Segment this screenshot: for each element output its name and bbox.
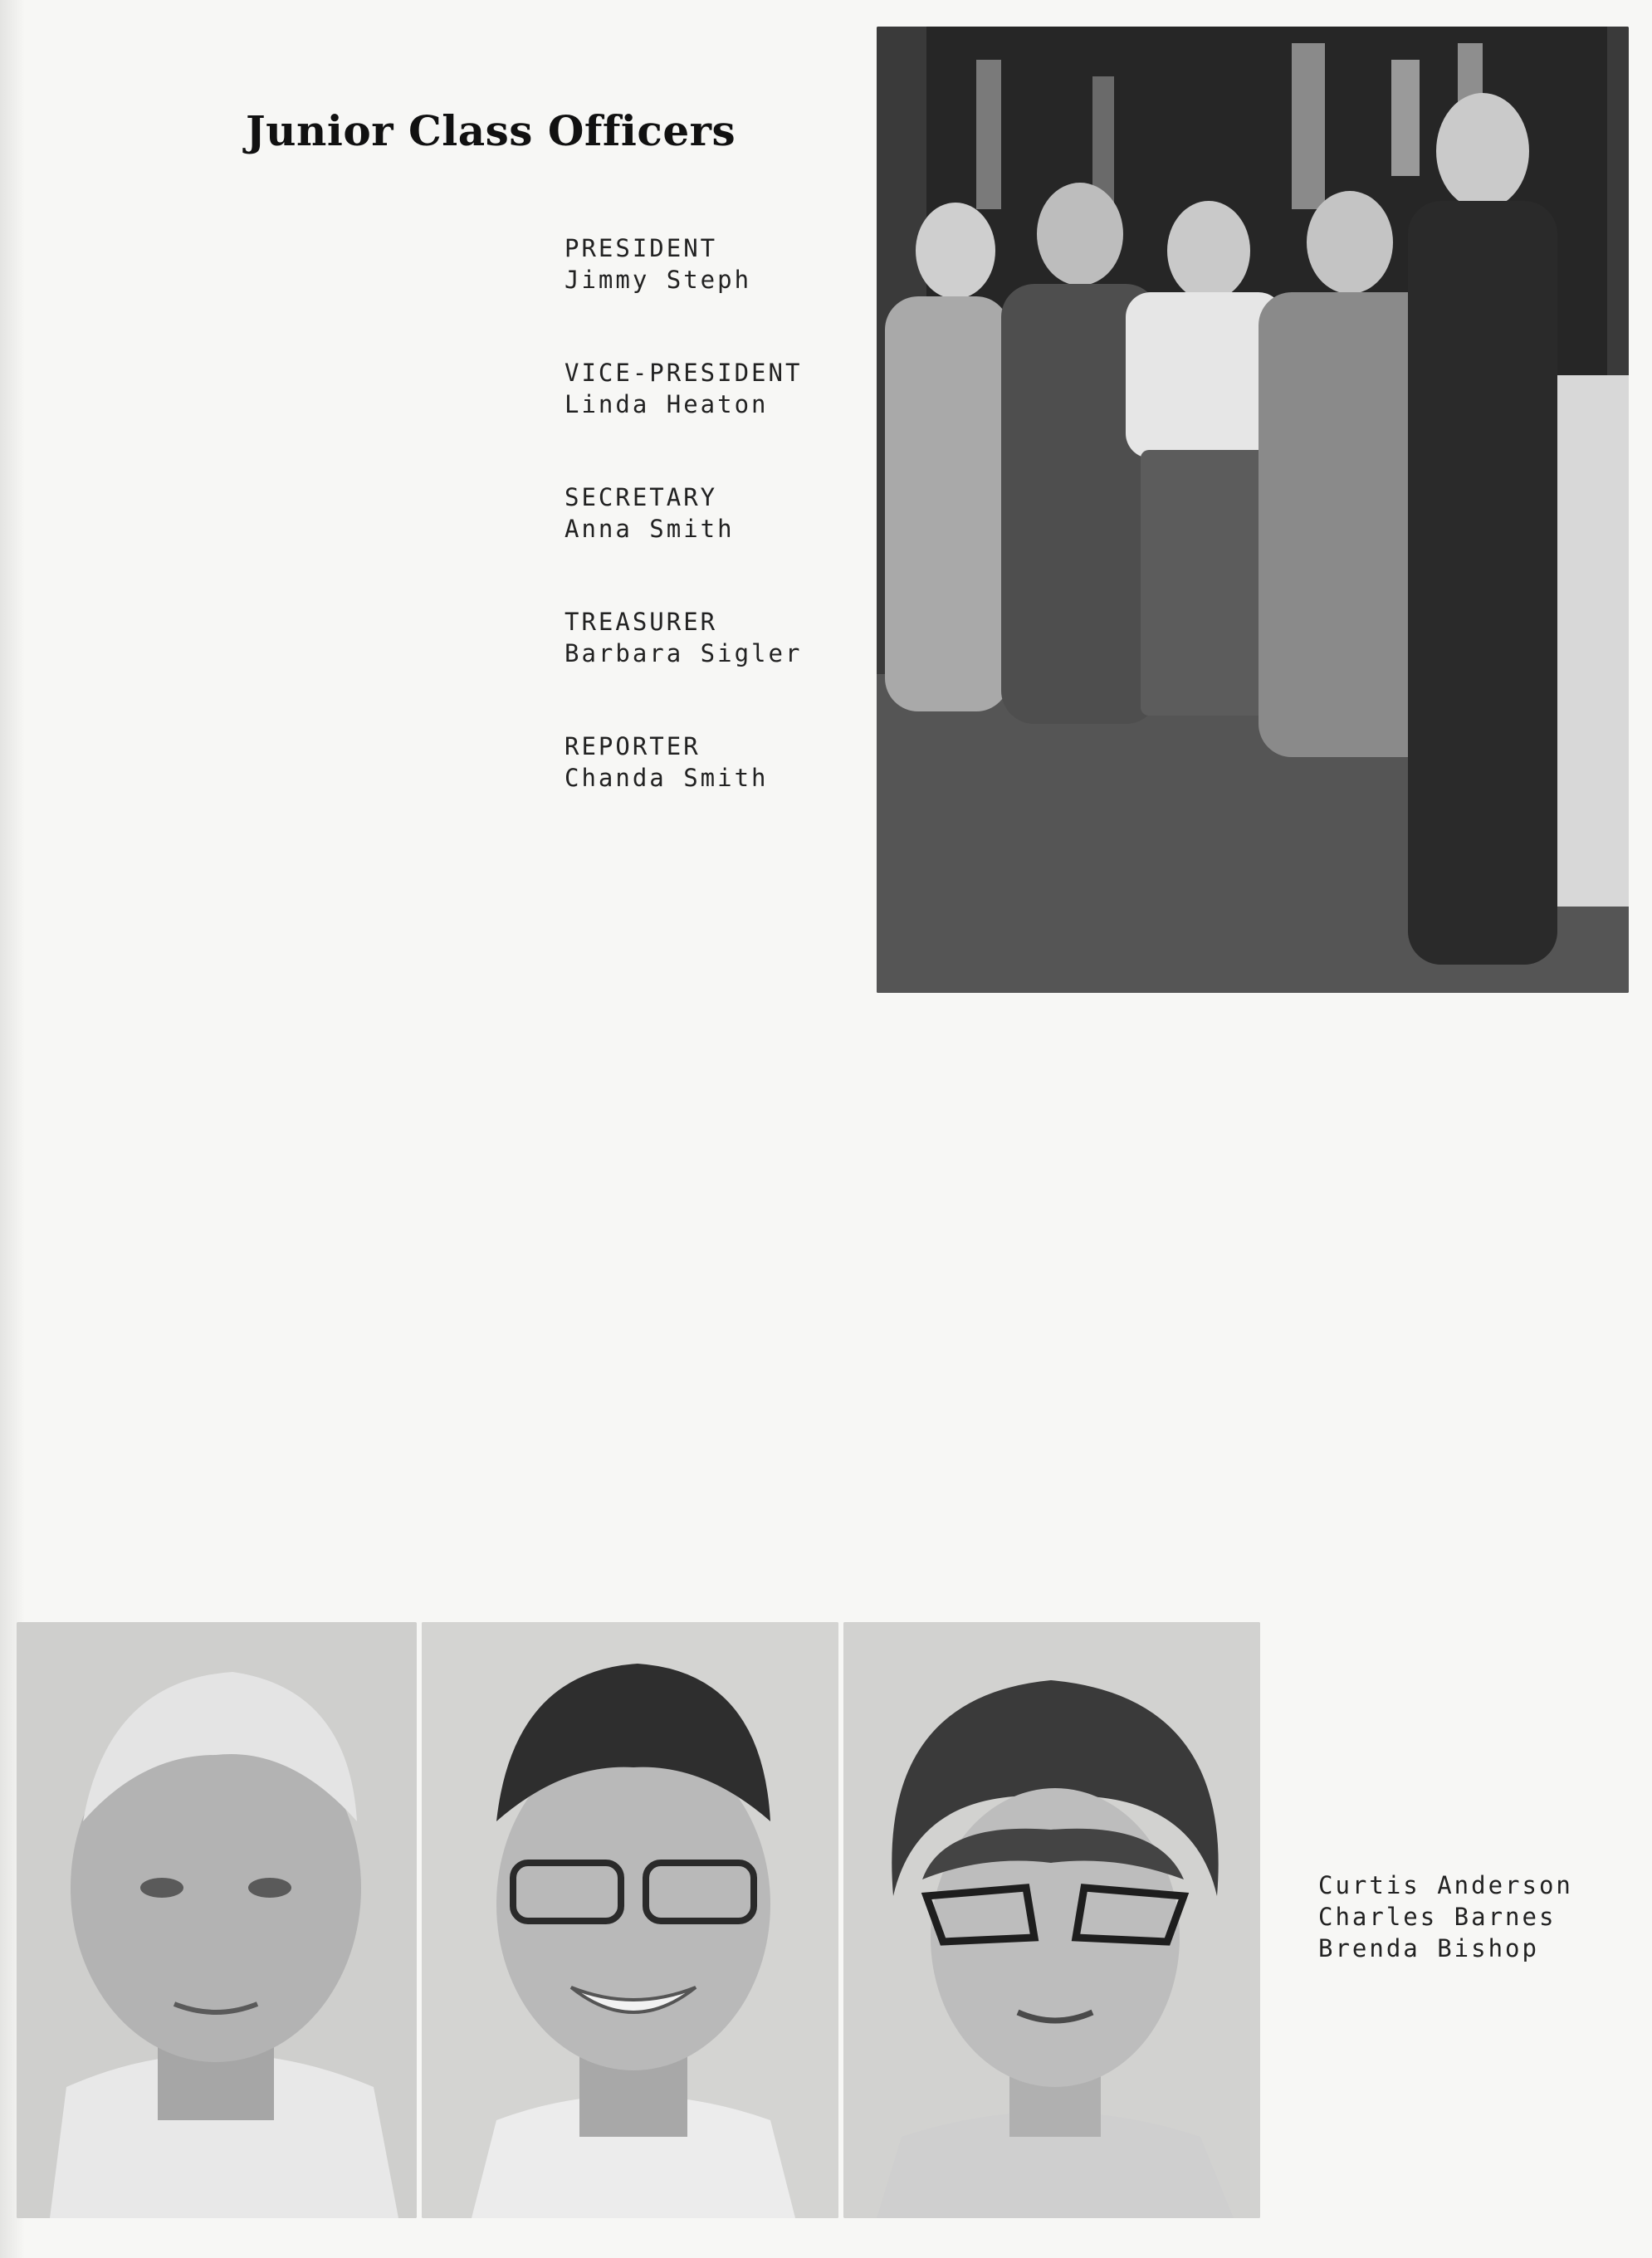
officer-vice-president — [565, 357, 802, 420]
portrait-illustration — [17, 1622, 417, 2218]
officer-name: Chanda Smith — [565, 764, 769, 792]
officer-role: PRESIDENT — [565, 234, 718, 262]
officer-role: REPORTER — [565, 732, 701, 760]
officer-president — [565, 232, 802, 296]
officer-name: Anna Smith — [565, 515, 735, 543]
officer-list — [565, 232, 802, 855]
portrait-photo — [422, 1622, 838, 2218]
officer-reporter — [565, 731, 802, 794]
officer-role: SECRETARY — [565, 483, 718, 511]
portrait-name: Charles Barnes — [1318, 1903, 1557, 1931]
portrait-names — [1318, 1869, 1573, 1964]
officer-name: Barbara Sigler — [565, 639, 803, 667]
portrait-name: Brenda Bishop — [1318, 1934, 1539, 1962]
page-title: Junior Class Officers — [246, 106, 736, 155]
officer-role: TREASURER — [565, 608, 718, 636]
officer-name: Linda Heaton — [565, 390, 769, 418]
portrait-illustration — [422, 1622, 838, 2218]
officer-secretary — [565, 481, 802, 545]
group-photo-illustration — [877, 27, 1629, 993]
portrait-photo — [17, 1622, 417, 2218]
portrait-illustration — [843, 1622, 1260, 2218]
officer-treasurer — [565, 606, 802, 669]
officer-name: Jimmy Steph — [565, 266, 752, 294]
portrait-name: Curtis Anderson — [1318, 1871, 1573, 1899]
portrait-photo — [843, 1622, 1260, 2218]
group-photo — [877, 27, 1629, 993]
officer-role: VICE-PRESIDENT — [565, 359, 803, 387]
